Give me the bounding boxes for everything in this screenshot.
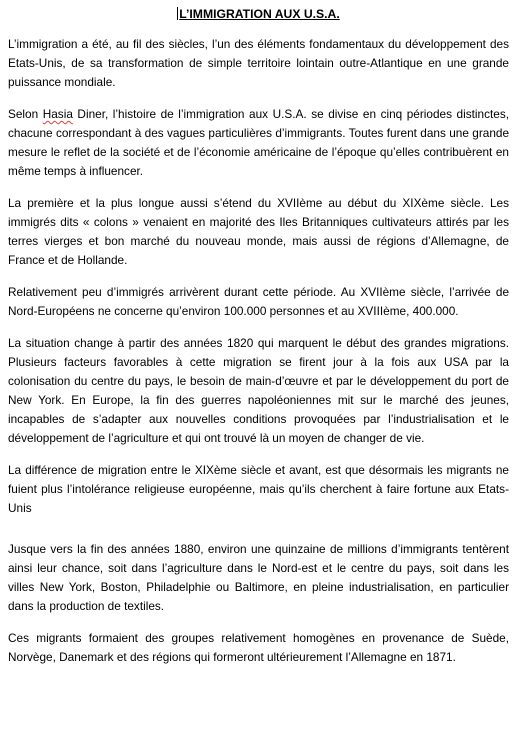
paragraph-6: La différence de migration entre le XIXème siècle et avant, est que désormais les migrants ne fuient plus l’intolérance religieuse européenne, mais qu’ils cherchent à faire fortune aux Etats-Unis [8, 463, 509, 515]
paragraph-7: Jusque vers la fin des années 1880, environ une quinzaine de millions d’immigrants tentèrent ainsi leur chance, soit dans l’agriculture dans le Nord-est et le centre du pays, soit dans les villes New York, Boston, Philadelphie ou Baltimore, en pleine industrialisation, en particulier dans la production de textiles. [8, 542, 509, 613]
paragraph-4: Relativement peu d’immigrés arrivèrent durant cette période. Au XVIIème siècle, l’arrivée de Nord-Européens ne concerne qu’environ 100.000 personnes et au XVIIIème, 400.000. [8, 285, 509, 318]
document-title [8, 6, 509, 22]
paragraph-2 [8, 105, 509, 181]
paragraph-5: La situation change à partir des années 1820 qui marquent le début des grandes migrations. Plusieurs facteurs favorables à cette migration se firent jour à la fois aux USA par la colonisation du centre du pays, le besoin de main-d’œuvre et par le développement du port de New York. En Europe, la fin des guerres napoléoniennes mit sur le marché des jeunes, incapables de s’adapter aux nouvelles conditions provoquées par l’industrialisation et le développement de l’agriculture et qui ont trouvé là un moyen de changer de vie. [8, 336, 509, 445]
misspelled-word[interactable]: Hasia [42, 107, 73, 121]
paragraph-3: La première et la plus longue aussi s’étend du XVIIème au début du XIXème siècle. Les immigrés dits « colons » venaient en majorité des Iles Britanniques cultivateurs attirés par les terres vierges et bon marché du nouveau monde, mais aussi de régions d’Allemagne, de France et de Hollande. [8, 196, 509, 267]
paragraph-2-after: Diner, l’histoire de l’immigration aux U.S.A. se divise en cinq périodes distinctes, chacune correspondant à des vagues particulières d’immigrants. Toutes furent dans une grande mesure le reflet de la société et de l’économie américaine de l’époque qu’elles contribuèrent en même temps à influencer. [8, 107, 509, 178]
paragraph-8: Ces migrants formaient des groupes relativement homogènes en provenance de Suède, Norvège, Danemark et des régions qui formeront ultérieurement l’Allemagne en 1871. [8, 631, 509, 664]
paragraph-2-before: Selon [8, 107, 43, 121]
paragraph-1: L’immigration a été, au fil des siècles, l’un des éléments fondamentaux du développement des Etats-Unis, de sa transformation de simple territoire lointain outre-Atlantique en une grande puissance mondiale. [8, 37, 509, 89]
document-title-text: L’IMMIGRATION AUX U.S.A. [179, 7, 340, 21]
